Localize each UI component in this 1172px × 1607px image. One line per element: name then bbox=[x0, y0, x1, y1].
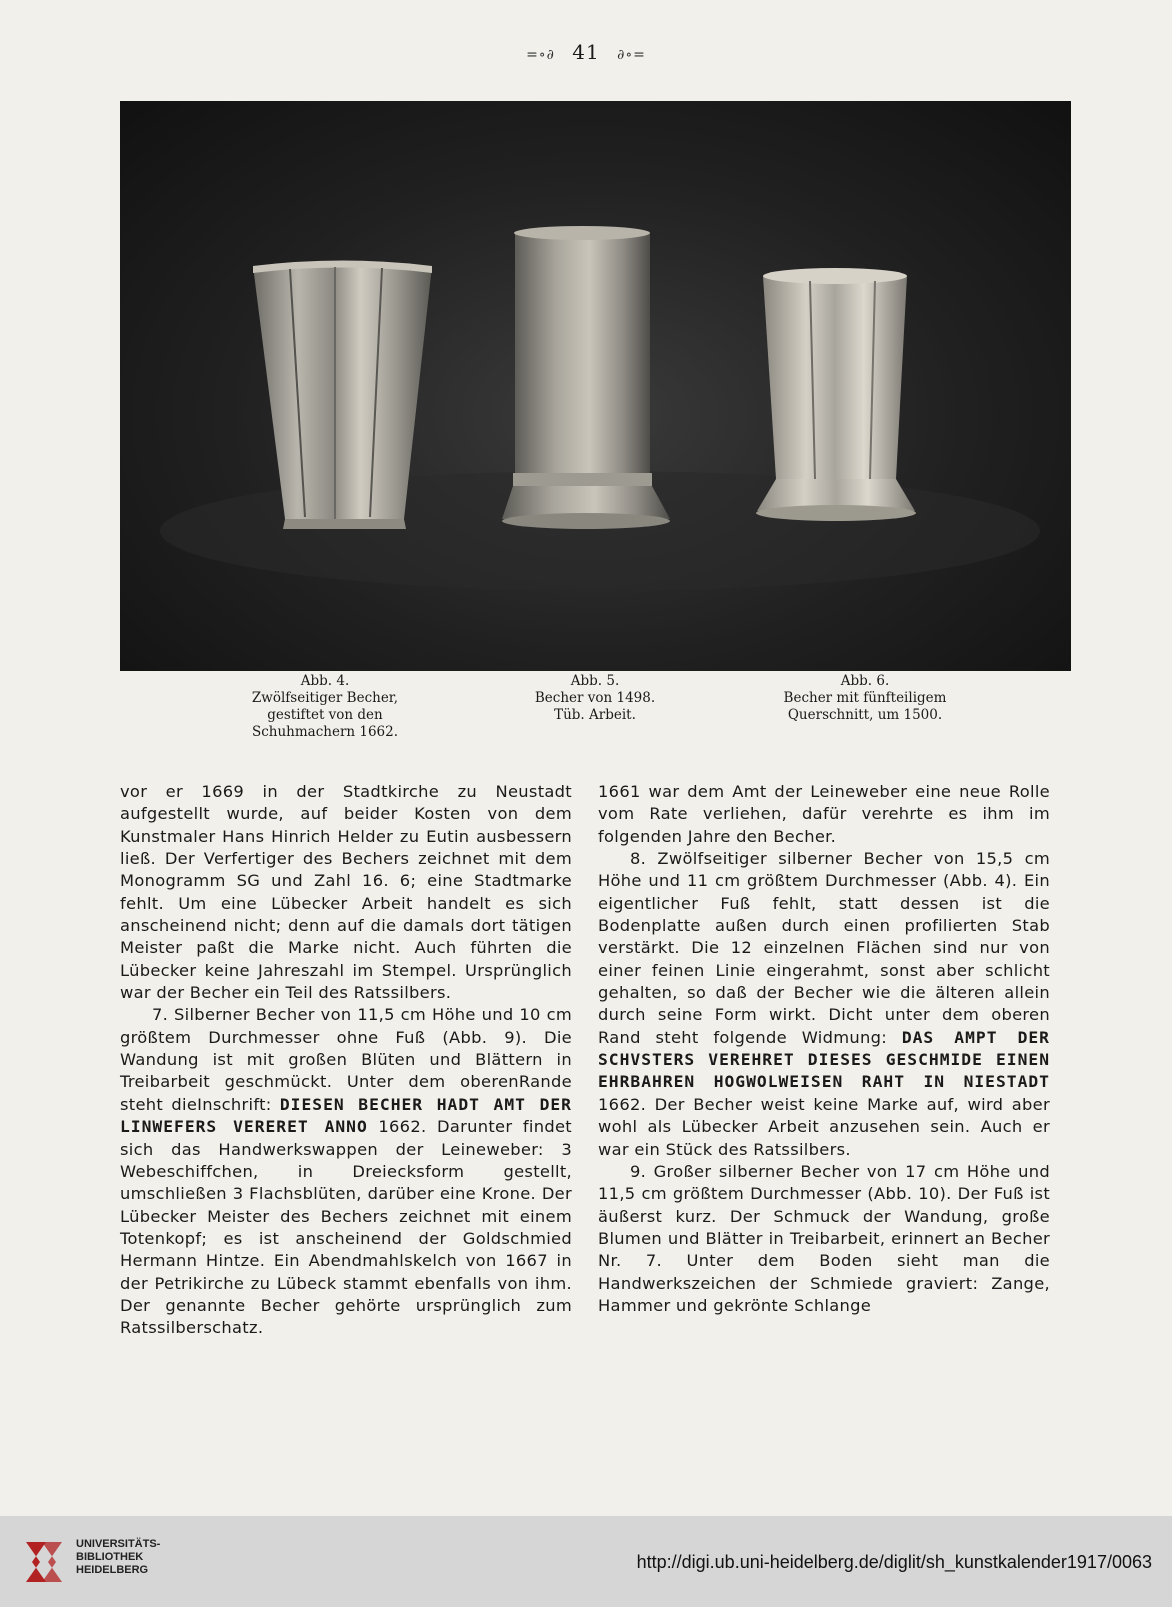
page-number-value: 41 bbox=[572, 40, 600, 64]
figure-captions bbox=[120, 673, 1071, 753]
paragraph-text: 8. Zwölfseitiger silberner Becher von 15,5 cm Höhe und 11 cm größtem Durchmesser (Abb. 4). Ein eigentlicher Fuß fehlt, statt dessen ist die Bodenplatte außen durch einen profilierten Stab verstärkt. Die 12 einzelnen Flächen sind nur von einer feinen Linie eingerahmt, sonst aber schlicht gehalten, so daß der Becher wie die älteren allein durch seine Form wirkt. Dicht unter dem oberen Rand steht folgende Widmung: bbox=[598, 849, 1050, 1047]
caption-line: Tüb. Arbeit. bbox=[554, 707, 636, 723]
page-number bbox=[0, 40, 1172, 64]
library-logo-icon bbox=[18, 1536, 68, 1586]
paragraph-text: 1662. Der Becher weist keine Marke auf, wird aber wohl als Lübecker Arbeit anzusehen sein. Auch er war ein Stück des Ratssilbers. bbox=[598, 1094, 1050, 1159]
paragraph-text: 7. Silberner Becher von 11,5 cm Höhe und 10 cm größtem Durchmesser ohne Fuß (Abb. 9). Die Wandung ist mit großen Blüten und Blättern in Treibarbeit geschmückt. Unter dem oberenRande steht dieInschrift: bbox=[120, 1005, 572, 1114]
caption-abb-6 bbox=[735, 673, 995, 724]
inscription-text: DIESEN BECHER HADT AMT DER LINWEFERS VERERET ANNO bbox=[120, 1094, 572, 1137]
footer-bar bbox=[0, 1516, 1172, 1607]
caption-line: gestiftet von den bbox=[267, 707, 383, 723]
paragraph: 9. Großer silberner Becher von 17 cm Höhe und 11,5 cm größtem Durchmesser (Abb. 10). Der Fuß ist äußerst kurz. Der Schmuck der Wandung, große Blumen und Blätter in Treibarbeit, erinnert an Becher Nr. 7. Unter dem Boden sieht man die Handwerkszeichen der Schmiede graviert: Zange, Hammer und gekrönte Schlange bbox=[598, 1161, 1050, 1315]
caption-line: Schuhmachern 1662. bbox=[251, 724, 399, 740]
caption-line: Becher mit fünfteiligem bbox=[783, 690, 947, 706]
caption-title: Abb. 5. bbox=[570, 673, 620, 689]
figure-photo bbox=[120, 101, 1071, 671]
beaker-abb-4 bbox=[253, 261, 432, 530]
caption-line: Zwölfseitiger Becher, bbox=[251, 690, 399, 706]
paragraph bbox=[120, 1004, 572, 1339]
paragraph: vor er 1669 in der Stadtkirche zu Neustadt aufgestellt wurde, auf beider Kosten von dem Kunstmaler Hans Hinrich Helder zu Eutin ausbessern ließ. Der Verfertiger des Bechers zeichnet mit dem Monogramm SG und Zahl 16. 6; eine Stadtmarke fehlt. Um eine Lübecker Arbeit handelt es sich anscheinend nicht; denn auf die damals dort tätigen Meister paßt die Marke nicht. Auch führten die Lübecker keine Jahreszahl im Stempel. Ursprünglich war der Becher ein Teil des Ratssilbers. bbox=[120, 782, 572, 1003]
inscription-text: DAS AMPT DER SCHVSTERS VEREHRET DIESES GESCHMIDE EINEN EHRBAHREN HOGWOLWEISEN RAHT IN NIESTADT bbox=[598, 1027, 1050, 1092]
ornament-right-icon: ∂∘= bbox=[617, 47, 646, 63]
caption-title: Abb. 4. bbox=[300, 673, 350, 689]
library-name-line: BIBLIOTHEK bbox=[76, 1551, 144, 1563]
caption-abb-4 bbox=[215, 673, 435, 741]
right-column bbox=[598, 781, 1050, 1317]
paragraph bbox=[598, 848, 1050, 1161]
paragraph: 1661 war dem Amt der Leineweber eine neue Rolle vom Rate verliehen, dafür verehrte es ihm im folgenden Jahre den Becher. bbox=[598, 782, 1050, 846]
library-name-line: UNIVERSITÄTS- bbox=[76, 1538, 161, 1550]
beakers-illustration bbox=[120, 101, 1071, 671]
beaker-abb-5 bbox=[502, 226, 670, 529]
ornament-left-icon: =∘∂ bbox=[526, 47, 555, 63]
caption-line: Querschnitt, um 1500. bbox=[787, 707, 943, 723]
source-url-link[interactable]: http://digi.ub.uni-heidelberg.de/diglit/sh_kunstkalender1917/0063 bbox=[636, 1552, 1152, 1572]
library-name-line: HEIDELBERG bbox=[76, 1564, 149, 1576]
caption-abb-5 bbox=[495, 673, 695, 724]
paragraph-text: 1662. Darunter findet sich das Handwerkswappen der Leineweber: 3 Webeschiffchen, in Dreiecksform gestellt, umschließen 3 Flachsblüten, darüber eine Krone. Der Lübecker Meister des Bechers zeichnet mit einem Totenkopf; es ist anscheinend der Goldschmied Hermann Hintze. Ein Abendmahlskelch von 1667 in der Petrikirche zu Lübeck stammt ebenfalls von ihm. Der genannte Becher gehörte ursprünglich zum Ratssilberschatz. bbox=[120, 1117, 572, 1338]
caption-title: Abb. 6. bbox=[840, 673, 890, 689]
library-name bbox=[76, 1538, 160, 1577]
beaker-abb-6 bbox=[756, 268, 916, 521]
caption-line: Becher von 1498. bbox=[534, 690, 656, 706]
left-column bbox=[120, 781, 572, 1340]
